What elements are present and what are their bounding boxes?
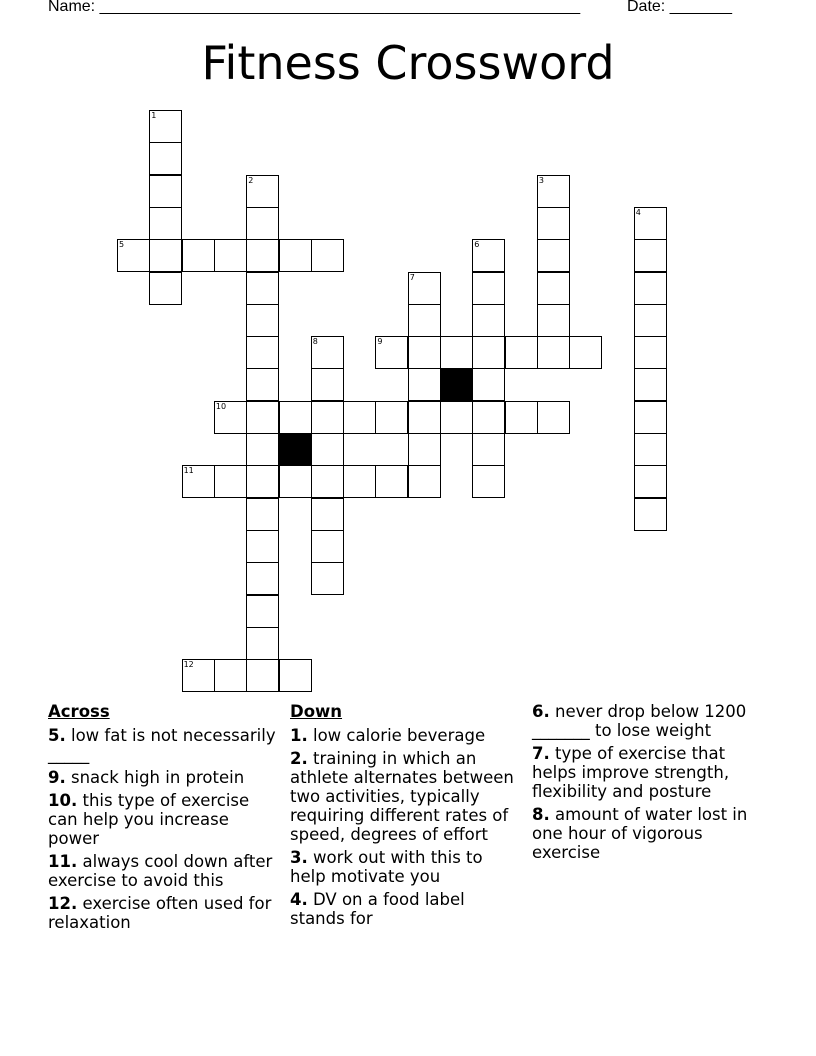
clue-text: exercise often used for relaxation xyxy=(48,894,272,932)
name-field: Name: ______________________________________________________ xyxy=(48,0,581,15)
crossword-cell[interactable] xyxy=(634,401,667,434)
crossword-cell[interactable] xyxy=(149,110,182,143)
clue-text: training in which an athlete alternates between two activities, typically requiring different rates of speed, degrees of effort xyxy=(290,749,514,844)
clue-number-label: 1 xyxy=(151,111,157,120)
crossword-cell[interactable] xyxy=(246,530,279,563)
clue-number-label: 11 xyxy=(183,466,194,476)
clue-number: 11. xyxy=(48,852,78,871)
crossword-cell[interactable] xyxy=(408,401,441,434)
clue-number-label: 7 xyxy=(409,272,415,282)
clue-down-2 xyxy=(290,749,522,844)
crossword-cell[interactable] xyxy=(505,401,538,434)
clue-number-label: 5 xyxy=(119,240,125,250)
clue-down-8 xyxy=(532,805,764,862)
crossword-cell[interactable] xyxy=(279,401,312,434)
crossword-cell[interactable] xyxy=(246,465,279,498)
crossword-cell[interactable] xyxy=(537,239,570,272)
clue-down-4 xyxy=(290,890,522,928)
clue-number: 1. xyxy=(290,726,308,745)
crossword-cell[interactable] xyxy=(311,465,344,498)
clue-number-label: 2 xyxy=(248,175,254,185)
crossword-cell[interactable] xyxy=(634,368,667,401)
crossword-cell[interactable] xyxy=(246,498,279,531)
crossword-cell[interactable] xyxy=(214,401,247,434)
crossword-cell[interactable] xyxy=(472,239,505,272)
crossword-cell[interactable] xyxy=(408,433,441,466)
clue-number-label: 6 xyxy=(474,240,480,250)
clue-number-label: 12 xyxy=(183,660,194,670)
crossword-cell[interactable] xyxy=(634,498,667,531)
crossword-cell[interactable] xyxy=(440,336,473,369)
crossword-cell[interactable] xyxy=(408,368,441,401)
clue-down-3 xyxy=(290,848,522,886)
crossword-cell[interactable] xyxy=(246,207,279,240)
crossword-cell[interactable] xyxy=(279,659,312,692)
crossword-cell[interactable] xyxy=(472,368,505,401)
crossword-cell[interactable] xyxy=(537,272,570,305)
crossword-cell[interactable] xyxy=(246,239,279,272)
crossword-cell[interactable] xyxy=(246,659,279,692)
crossword-cell[interactable] xyxy=(537,175,570,208)
crossword-cell[interactable] xyxy=(182,659,215,692)
crossword-cell[interactable] xyxy=(246,368,279,401)
clue-number-label: 10 xyxy=(215,401,227,411)
crossword-cell[interactable] xyxy=(343,401,376,434)
down-clues xyxy=(290,702,522,932)
page-title: Fitness Crossword xyxy=(201,36,615,90)
crossword-cell[interactable] xyxy=(246,595,279,628)
crossword-cell[interactable] xyxy=(149,272,182,305)
clue-number-label: 4 xyxy=(635,207,641,217)
crossword-cell[interactable] xyxy=(634,433,667,466)
down-heading: Down xyxy=(290,702,343,721)
clue-across-12 xyxy=(48,894,280,932)
crossword-cell[interactable] xyxy=(279,239,312,272)
crossword-cell[interactable] xyxy=(246,433,279,466)
crossword-cell[interactable] xyxy=(634,304,667,337)
crossword-cell[interactable] xyxy=(375,465,408,498)
crossword-cell[interactable] xyxy=(182,465,215,498)
clue-number: 5. xyxy=(48,726,66,745)
crossword-cell[interactable] xyxy=(149,239,182,272)
clue-number: 6. xyxy=(532,702,550,721)
down-clues-continued xyxy=(532,702,764,866)
clue-across-10 xyxy=(48,791,280,848)
clue-number: 8. xyxy=(532,805,550,824)
crossword-cell[interactable] xyxy=(472,433,505,466)
crossword-cell[interactable] xyxy=(214,465,247,498)
crossword-cell[interactable] xyxy=(408,272,441,305)
clue-down-7 xyxy=(532,744,764,801)
crossword-cell[interactable] xyxy=(537,401,570,434)
crossword-cell[interactable] xyxy=(182,239,215,272)
crossword-cell[interactable] xyxy=(472,272,505,305)
clue-text: always cool down after exercise to avoid this xyxy=(48,852,273,890)
crossword-cell[interactable] xyxy=(375,336,408,369)
crossword-cell[interactable] xyxy=(569,336,602,369)
clue-number: 10. xyxy=(48,791,78,810)
crossword-cell[interactable] xyxy=(246,304,279,337)
clue-text: snack high in protein xyxy=(71,768,245,787)
clue-text: low calorie beverage xyxy=(313,726,486,745)
clue-text: type of exercise that helps improve strength, flexibility and posture xyxy=(532,744,730,801)
crossword-cell[interactable] xyxy=(311,498,344,531)
crossword-cell[interactable] xyxy=(634,207,667,240)
crossword-cell[interactable] xyxy=(634,465,667,498)
crossword-cell[interactable] xyxy=(537,304,570,337)
clue-down-6 xyxy=(532,702,764,740)
clue-number: 4. xyxy=(290,890,308,909)
crossword-cell[interactable] xyxy=(311,336,344,369)
crossword-cell[interactable] xyxy=(246,627,279,660)
crossword-cell[interactable] xyxy=(505,336,538,369)
crossword-cell[interactable] xyxy=(408,304,441,337)
clue-number: 2. xyxy=(290,749,308,768)
crossword-cell[interactable] xyxy=(311,530,344,563)
clue-number: 12. xyxy=(48,894,78,913)
crossword-cell[interactable] xyxy=(472,401,505,434)
crossword-cell[interactable] xyxy=(246,336,279,369)
clue-text: amount of water lost in one hour of vigorous exercise xyxy=(532,805,748,862)
crossword-cell[interactable] xyxy=(311,401,344,434)
crossword-cell[interactable] xyxy=(311,368,344,401)
clue-down-1 xyxy=(290,726,522,745)
clue-text: work out with this to help motivate you xyxy=(290,848,483,886)
clue-across-11 xyxy=(48,852,280,890)
blocked-cell xyxy=(279,433,312,466)
crossword-cell[interactable] xyxy=(246,272,279,305)
crossword-cell[interactable] xyxy=(634,272,667,305)
date-field: Date: _______ xyxy=(627,0,732,15)
clue-number-label: 8 xyxy=(312,337,318,347)
crossword-cell[interactable] xyxy=(311,433,344,466)
crossword-cell[interactable] xyxy=(634,336,667,369)
crossword-cell[interactable] xyxy=(117,239,150,272)
across-heading: Across xyxy=(48,702,110,721)
crossword-cell[interactable] xyxy=(246,562,279,595)
crossword-cell[interactable] xyxy=(149,142,182,175)
clue-number: 7. xyxy=(532,744,550,763)
crossword-cell[interactable] xyxy=(375,401,408,434)
crossword-cell[interactable] xyxy=(149,207,182,240)
clue-across-9 xyxy=(48,768,280,787)
crossword-cell[interactable] xyxy=(246,175,279,208)
clue-number-label: 9 xyxy=(377,337,383,347)
crossword-cell[interactable] xyxy=(343,465,376,498)
crossword-cell[interactable] xyxy=(279,465,312,498)
clue-text: DV on a food label stands for xyxy=(290,890,465,928)
clue-text: this type of exercise can help you increase power xyxy=(48,791,250,848)
clue-number-label: 3 xyxy=(538,175,544,185)
clue-number: 3. xyxy=(290,848,308,867)
crossword-cell[interactable] xyxy=(472,465,505,498)
crossword-cell[interactable] xyxy=(214,659,247,692)
crossword-cell[interactable] xyxy=(408,465,441,498)
clue-text: low fat is not necessarily _____ xyxy=(48,726,276,764)
crossword-cell[interactable] xyxy=(311,239,344,272)
crossword-cell[interactable] xyxy=(537,207,570,240)
clue-text: never drop below 1200 _______ to lose weight xyxy=(532,702,747,740)
crossword-cell[interactable] xyxy=(472,304,505,337)
crossword-cell[interactable] xyxy=(472,336,505,369)
crossword-cell[interactable] xyxy=(311,562,344,595)
crossword-cell[interactable] xyxy=(408,336,441,369)
crossword-cell[interactable] xyxy=(634,239,667,272)
crossword-cell[interactable] xyxy=(149,175,182,208)
crossword-cell[interactable] xyxy=(440,401,473,434)
crossword-cell[interactable] xyxy=(246,401,279,434)
crossword-cell[interactable] xyxy=(537,336,570,369)
clue-across-5 xyxy=(48,726,280,764)
blocked-cell xyxy=(440,368,473,401)
across-clues xyxy=(48,702,280,936)
clue-number: 9. xyxy=(48,768,66,787)
crossword-cell[interactable] xyxy=(214,239,247,272)
